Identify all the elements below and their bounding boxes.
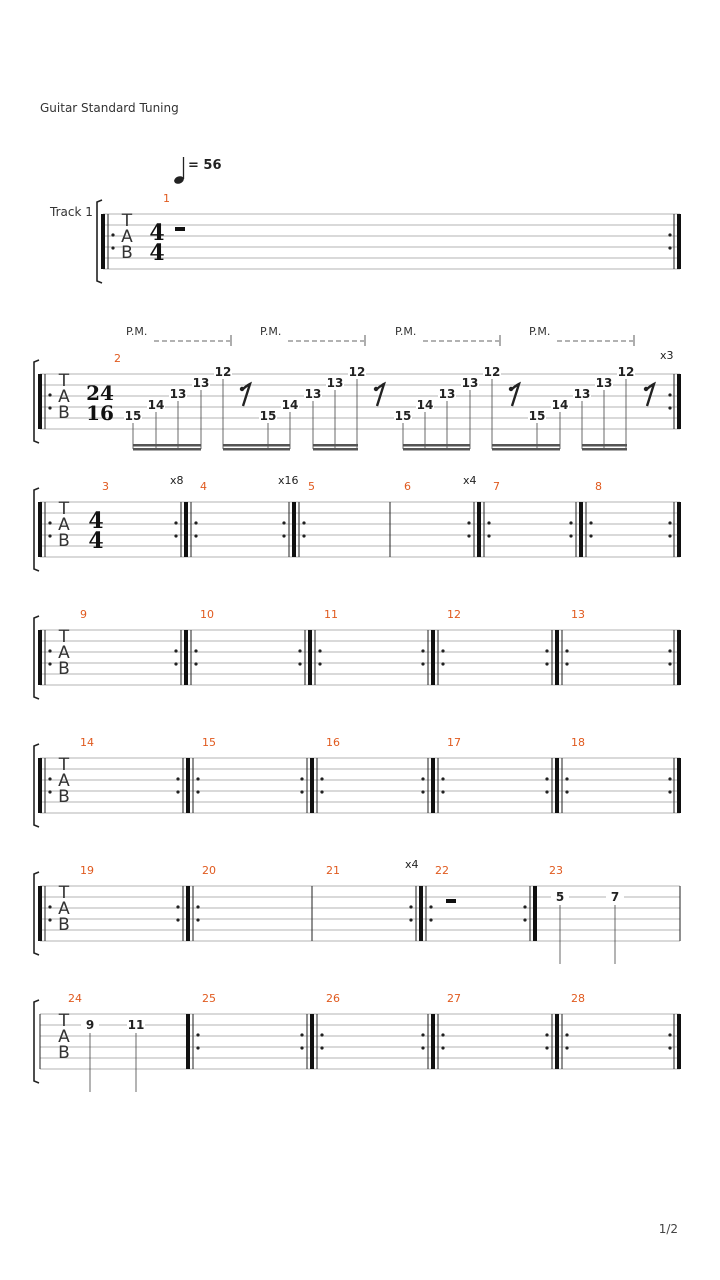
fret-number: 13 (326, 376, 344, 390)
repeat-dot (48, 534, 51, 537)
repeat-count: x3 (660, 349, 674, 362)
repeat-dot (300, 1033, 303, 1036)
repeat-dot (194, 649, 197, 652)
repeat-dot (668, 521, 671, 524)
repeat-dot (174, 649, 177, 652)
repeat-dot (320, 1033, 323, 1036)
beam (133, 448, 201, 451)
measure-number: 28 (571, 992, 585, 1005)
repeat-dot (668, 649, 671, 652)
half-rest (446, 899, 456, 903)
tab-clef-letter: B (58, 403, 70, 423)
sixteenth-rest-dot (644, 387, 648, 391)
fret-number: 11 (127, 1018, 145, 1032)
system-5 (34, 736, 680, 827)
tab-clef-letter: T (58, 883, 70, 903)
repeat-dot (176, 790, 179, 793)
fret-number: 12 (348, 365, 366, 379)
measure-number: 15 (202, 736, 216, 749)
staff-bracket (34, 1000, 39, 1083)
system-3 (34, 474, 680, 571)
measure-number: 10 (200, 608, 214, 621)
repeat-dot (421, 777, 424, 780)
measure-number: 18 (571, 736, 585, 749)
repeat-count: x16 (278, 474, 299, 487)
repeat-dot (668, 1046, 671, 1049)
palm-mute-label: P.M. (260, 325, 282, 338)
repeat-dot (421, 1033, 424, 1036)
measure-number: 25 (202, 992, 216, 1005)
repeat-dot (48, 406, 51, 409)
repeat-dot (302, 534, 305, 537)
repeat-dot (174, 521, 177, 524)
time-signature-denominator: 16 (86, 401, 114, 425)
beam (223, 448, 290, 451)
repeat-dot (545, 777, 548, 780)
repeat-dot (569, 521, 572, 524)
time-signature-denominator: 4 (149, 240, 165, 266)
repeat-dot (668, 534, 671, 537)
repeat-dot (282, 534, 285, 537)
measure-number: 8 (595, 480, 602, 493)
repeat-dot (441, 1033, 444, 1036)
sixteenth-rest-dot (509, 387, 513, 391)
tab-clef-letter: B (121, 243, 133, 263)
repeat-dot (523, 918, 526, 921)
repeat-dot (441, 790, 444, 793)
time-signature-numerator: 4 (149, 220, 165, 246)
track-name: Track 1 (50, 205, 93, 219)
repeat-dot (668, 406, 671, 409)
repeat-dot (409, 918, 412, 921)
measure-number: 20 (202, 864, 216, 877)
repeat-dot (174, 662, 177, 665)
fret-number: 14 (281, 398, 299, 412)
fret-number: 13 (304, 387, 322, 401)
fret-number: 9 (85, 1018, 95, 1032)
repeat-dot (196, 1033, 199, 1036)
fret-number: 14 (147, 398, 165, 412)
repeat-dot (111, 246, 114, 249)
repeat-dot (668, 662, 671, 665)
repeat-dot (176, 777, 179, 780)
repeat-dot (409, 905, 412, 908)
measure-number: 6 (404, 480, 411, 493)
repeat-dot (48, 649, 51, 652)
fret-number: 15 (124, 409, 142, 423)
repeat-dot (196, 905, 199, 908)
repeat-dot (48, 393, 51, 396)
half-rest (175, 227, 185, 231)
repeat-count: x4 (463, 474, 477, 487)
repeat-dot (111, 233, 114, 236)
repeat-dot (668, 233, 671, 236)
tempo-equals: = (188, 158, 204, 173)
fret-number: 13 (192, 376, 210, 390)
time-signature-numerator: 24 (86, 381, 114, 405)
repeat-dot (298, 649, 301, 652)
tab-clef-letter: T (58, 627, 70, 647)
tuning-label: Guitar Standard Tuning (40, 101, 179, 115)
repeat-dot (668, 246, 671, 249)
time-signature-denominator: 4 (88, 528, 104, 554)
beam (313, 448, 358, 451)
tab-clef-letter: A (58, 1027, 70, 1047)
repeat-dot (429, 918, 432, 921)
tab-clef-letter: B (58, 531, 70, 551)
fret-number: 13 (169, 387, 187, 401)
repeat-dot (176, 905, 179, 908)
repeat-dot (194, 662, 197, 665)
repeat-dot (196, 918, 199, 921)
repeat-dot (48, 777, 51, 780)
repeat-dot (429, 905, 432, 908)
repeat-dot (668, 777, 671, 780)
measure-number: 13 (571, 608, 585, 621)
repeat-dot (48, 521, 51, 524)
repeat-dot (589, 534, 592, 537)
tab-clef-letter: T (58, 371, 70, 391)
repeat-dot (196, 1046, 199, 1049)
repeat-dot (318, 662, 321, 665)
repeat-dot (565, 1046, 568, 1049)
measure-number: 23 (549, 864, 563, 877)
beam (582, 448, 627, 451)
repeat-dot (441, 777, 444, 780)
fret-number: 12 (483, 365, 501, 379)
repeat-count: x4 (405, 858, 419, 871)
repeat-dot (589, 521, 592, 524)
repeat-dot (545, 790, 548, 793)
svg-text:= 56 (188, 158, 222, 173)
measure-number: 1 (163, 192, 170, 205)
palm-mute-label: P.M. (395, 325, 417, 338)
beam (492, 444, 560, 447)
fret-number: 15 (259, 409, 277, 423)
sixteenth-rest-dot (374, 387, 378, 391)
tab-clef-letter: T (58, 1011, 70, 1031)
repeat-dot (467, 521, 470, 524)
repeat-dot (421, 649, 424, 652)
repeat-dot (320, 1046, 323, 1049)
fret-number: 13 (438, 387, 456, 401)
repeat-dot (300, 777, 303, 780)
fret-number: 13 (461, 376, 479, 390)
repeat-dot (565, 1033, 568, 1036)
tab-clef-letter: T (121, 211, 133, 231)
measure-number: 17 (447, 736, 461, 749)
measure-number: 22 (435, 864, 449, 877)
repeat-dot (48, 905, 51, 908)
beam (403, 448, 470, 451)
repeat-dot (196, 777, 199, 780)
repeat-dot (668, 1033, 671, 1036)
repeat-dot (487, 521, 490, 524)
tab-clef-letter: A (121, 227, 133, 247)
repeat-dot (302, 521, 305, 524)
tempo-value: 56 (203, 158, 222, 173)
measure-number: 14 (80, 736, 94, 749)
system-2 (34, 325, 680, 451)
repeat-dot (48, 918, 51, 921)
measure-number: 11 (324, 608, 338, 621)
repeat-dot (282, 521, 285, 524)
measure-number: 4 (200, 480, 207, 493)
tab-clef-letter: A (58, 643, 70, 663)
measure-number: 21 (326, 864, 340, 877)
fret-number: 12 (617, 365, 635, 379)
repeat-dot (441, 662, 444, 665)
repeat-dot (320, 777, 323, 780)
repeat-dot (300, 1046, 303, 1049)
fret-number: 14 (551, 398, 569, 412)
fret-number: 5 (555, 890, 565, 904)
system-7 (34, 992, 680, 1092)
repeat-dot (565, 649, 568, 652)
fret-number: 15 (528, 409, 546, 423)
repeat-dot (421, 662, 424, 665)
repeat-dot (298, 662, 301, 665)
measure-number: 19 (80, 864, 94, 877)
repeat-dot (569, 534, 572, 537)
repeat-dot (441, 1046, 444, 1049)
repeat-dot (176, 918, 179, 921)
repeat-dot (194, 521, 197, 524)
tab-clef-letter: T (58, 755, 70, 775)
repeat-dot (48, 662, 51, 665)
repeat-dot (565, 777, 568, 780)
beam (582, 444, 627, 447)
measure-number: 24 (68, 992, 82, 1005)
repeat-dot (421, 1046, 424, 1049)
repeat-dot (194, 534, 197, 537)
tab-clef-letter: A (58, 387, 70, 407)
measure-number: 26 (326, 992, 340, 1005)
repeat-dot (300, 790, 303, 793)
tempo-marking (173, 157, 221, 185)
beam (492, 448, 560, 451)
system-6 (34, 858, 680, 964)
beam (223, 444, 290, 447)
palm-mute-label: P.M. (126, 325, 148, 338)
system-4 (34, 608, 680, 699)
tab-clef-letter: A (58, 515, 70, 535)
tab-clef-letter: A (58, 899, 70, 919)
system-1 (97, 192, 680, 283)
repeat-dot (545, 1033, 548, 1036)
repeat-dot (668, 393, 671, 396)
page-number: 1/2 (658, 1222, 678, 1236)
repeat-dot (467, 534, 470, 537)
beam (133, 444, 201, 447)
tab-clef-letter: T (58, 499, 70, 519)
repeat-dot (545, 649, 548, 652)
repeat-dot (545, 1046, 548, 1049)
beam (403, 444, 470, 447)
fret-number: 14 (416, 398, 434, 412)
repeat-dot (196, 790, 199, 793)
tab-clef-letter: A (58, 771, 70, 791)
measure-number: 16 (326, 736, 340, 749)
repeat-dot (545, 662, 548, 665)
fret-number: 13 (573, 387, 591, 401)
measure-number: 2 (114, 352, 121, 365)
measure-number: 5 (308, 480, 315, 493)
fret-number: 13 (595, 376, 613, 390)
fret-number: 15 (394, 409, 412, 423)
measure-number: 7 (493, 480, 500, 493)
repeat-dot (174, 534, 177, 537)
repeat-dot (421, 790, 424, 793)
tab-clef-letter: B (58, 1043, 70, 1063)
tab-clef-letter: B (58, 915, 70, 935)
measure-number: 12 (447, 608, 461, 621)
palm-mute-label: P.M. (529, 325, 551, 338)
repeat-dot (320, 790, 323, 793)
measure-number: 9 (80, 608, 87, 621)
repeat-dot (523, 905, 526, 908)
repeat-dot (565, 790, 568, 793)
beam (313, 444, 358, 447)
repeat-dot (668, 790, 671, 793)
measure-number: 3 (102, 480, 109, 493)
measure-number: 27 (447, 992, 461, 1005)
time-signature-numerator: 4 (88, 508, 104, 534)
repeat-dot (441, 649, 444, 652)
repeat-count: x8 (170, 474, 184, 487)
tab-clef-letter: B (58, 659, 70, 679)
repeat-dot (48, 790, 51, 793)
repeat-dot (565, 662, 568, 665)
fret-number: 7 (610, 890, 620, 904)
repeat-dot (487, 534, 490, 537)
fret-number: 12 (214, 365, 232, 379)
tab-clef-letter: B (58, 787, 70, 807)
sixteenth-rest-dot (240, 387, 244, 391)
repeat-dot (318, 649, 321, 652)
